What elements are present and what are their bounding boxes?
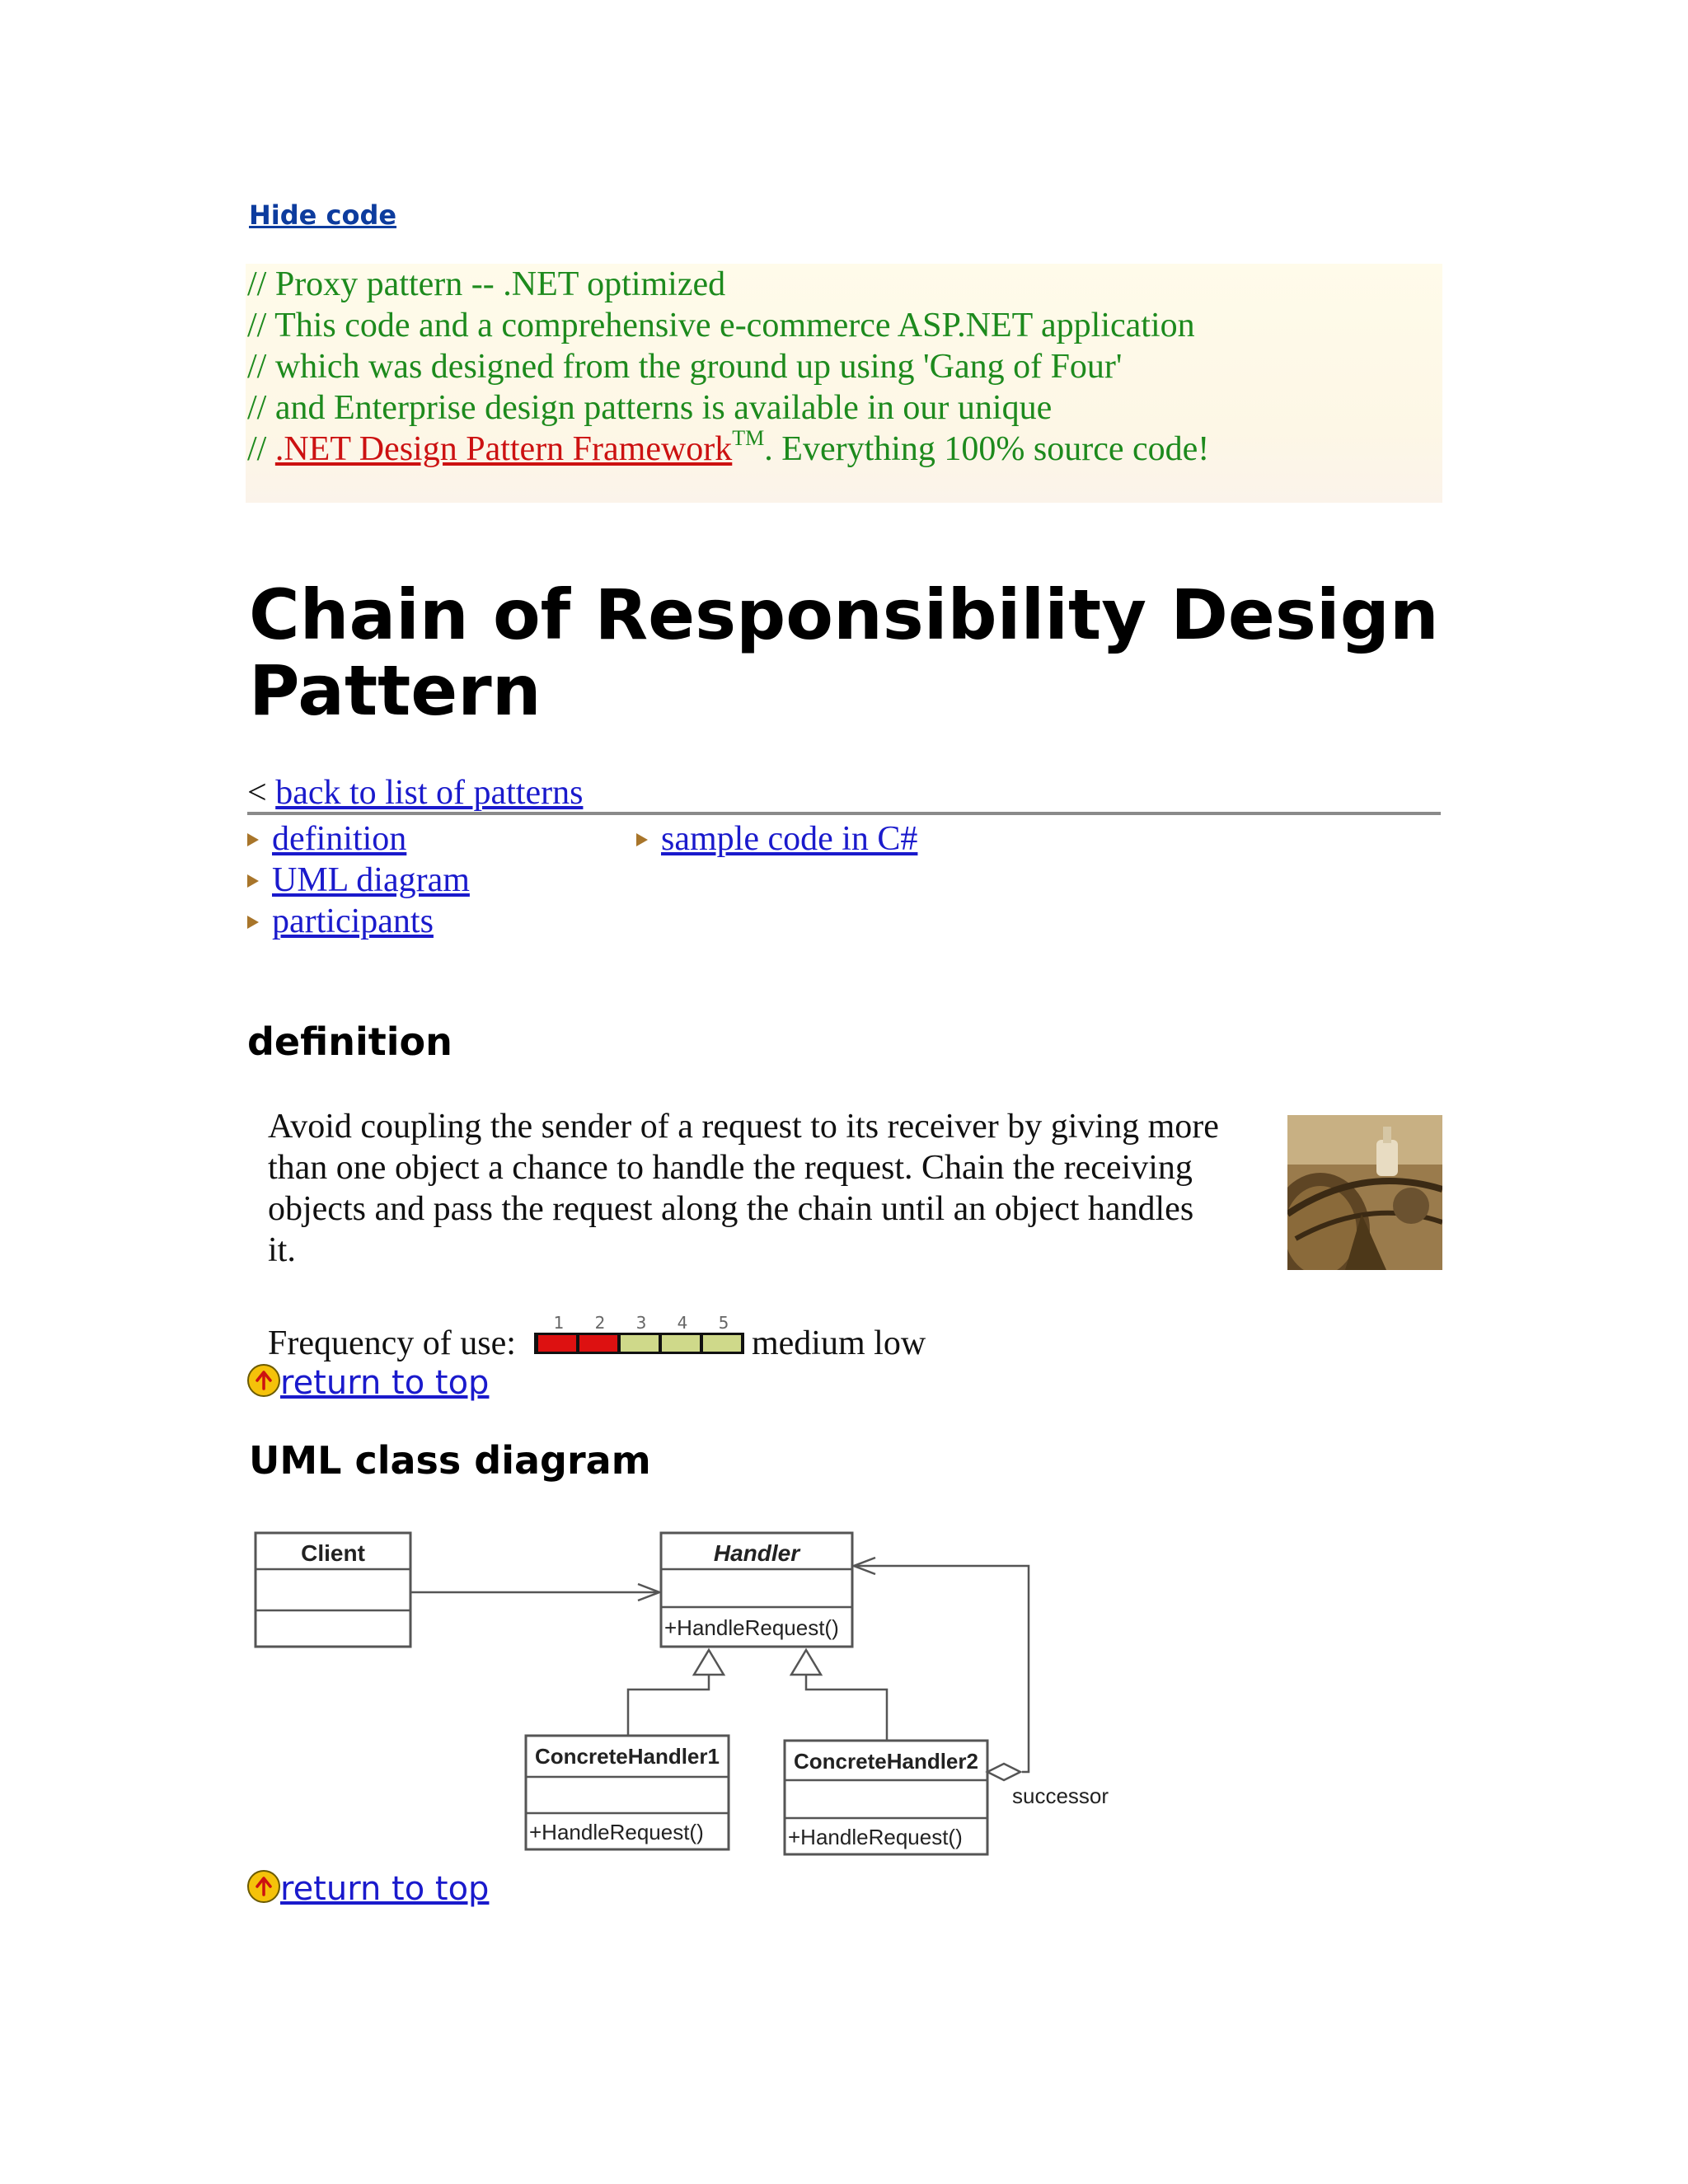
uml-heading: UML class diagram — [249, 1438, 651, 1483]
definition-text: Avoid coupling the sender of a request to its receiver by giving more than one object a chance to handle the request. Chain the receiving objects and pass the request along the chain until an object handles it. — [268, 1108, 1219, 1269]
back-row — [247, 773, 583, 813]
uml-handler-name: Handler — [713, 1540, 800, 1566]
up-arrow-icon[interactable] — [247, 1870, 280, 1903]
framework-link[interactable]: .NET Design Pattern Framework — [274, 430, 733, 468]
nav-link-participants[interactable]: participants — [272, 902, 434, 940]
code-comment-line: // which was designed from the ground up using 'Gang of Four' — [247, 348, 1123, 386]
nav-divider — [247, 812, 1441, 815]
code-comment-line-last — [247, 426, 1210, 470]
uml-handler-method: +HandleRequest() — [664, 1615, 839, 1640]
code-comment-line: // Proxy pattern -- .NET optimized — [247, 265, 726, 303]
nav-item-participants[interactable] — [247, 901, 434, 942]
uml-class-client — [256, 1533, 410, 1647]
code-comment-line: // This code and a comprehensive e-commerce ASP.NET application — [247, 307, 1195, 344]
page-title: Chain of Responsibility Design Pattern — [249, 574, 1439, 731]
return-to-top-link[interactable]: return to top — [280, 1870, 490, 1908]
frequency-meter — [533, 1310, 744, 1357]
uml-concrete1-method: +HandleRequest() — [529, 1820, 704, 1844]
uml-successor-label: successor — [1012, 1783, 1109, 1808]
back-to-list-link[interactable]: back to list of patterns — [275, 774, 584, 812]
uml-generalization-1 — [628, 1650, 724, 1736]
uml-class-concrete-handler-2 — [785, 1741, 987, 1854]
uml-class-handler — [661, 1533, 852, 1647]
frequency-cell — [703, 1335, 741, 1352]
return-to-top[interactable] — [247, 1869, 489, 1909]
back-arrow-text: < — [247, 774, 276, 812]
code-comment-prefix: // — [247, 430, 275, 468]
uml-class-diagram — [247, 1525, 1137, 1871]
frequency-scale-number: 2 — [594, 1313, 606, 1333]
code-comment-suffix: . Everything 100% source code! — [764, 430, 1210, 468]
frequency-scale-number: 5 — [718, 1313, 729, 1333]
nav-item-uml-diagram[interactable] — [247, 860, 470, 901]
trademark-mark: TM — [732, 426, 765, 450]
frequency-label: Frequency of use: — [268, 1324, 516, 1362]
up-arrow-icon[interactable] — [247, 1364, 280, 1397]
definition-heading: definition — [247, 1019, 452, 1064]
code-banner — [246, 264, 1442, 503]
hide-code-link[interactable]: Hide code — [249, 199, 397, 231]
steam-engine-illustration — [1287, 1115, 1442, 1270]
frequency-cell — [621, 1335, 659, 1352]
uml-concrete2-method: +HandleRequest() — [788, 1825, 963, 1849]
triangle-bullet-icon — [247, 916, 259, 929]
code-comment-line: // and Enterprise design patterns is available in our unique — [247, 389, 1053, 427]
uml-concrete1-name: ConcreteHandler1 — [535, 1744, 720, 1769]
return-to-top[interactable] — [247, 1363, 489, 1403]
triangle-bullet-icon — [636, 833, 648, 846]
return-to-top-link[interactable]: return to top — [280, 1364, 490, 1402]
triangle-bullet-icon — [247, 874, 259, 888]
uml-generalization-2 — [791, 1650, 887, 1741]
nav-item-definition[interactable] — [247, 818, 406, 860]
nav-link-uml-diagram[interactable]: UML diagram — [272, 861, 470, 899]
nav-link-sample-code[interactable]: sample code in C# — [661, 820, 918, 858]
frequency-description: medium low — [752, 1324, 926, 1362]
nav-item-sample-code[interactable] — [636, 818, 917, 860]
frequency-scale-number: 3 — [635, 1313, 647, 1333]
frequency-cell — [538, 1335, 576, 1352]
uml-concrete2-name: ConcreteHandler2 — [794, 1749, 978, 1774]
definition-image — [1287, 1115, 1442, 1270]
frequency-scale-number: 4 — [677, 1313, 688, 1333]
uml-client-name: Client — [301, 1540, 365, 1566]
nav-link-definition[interactable]: definition — [272, 820, 407, 858]
uml-class-concrete-handler-1 — [526, 1736, 729, 1849]
frequency-scale-number: 1 — [553, 1313, 565, 1333]
triangle-bullet-icon — [247, 833, 259, 846]
frequency-cell — [579, 1335, 617, 1352]
frequency-cell — [662, 1335, 700, 1352]
